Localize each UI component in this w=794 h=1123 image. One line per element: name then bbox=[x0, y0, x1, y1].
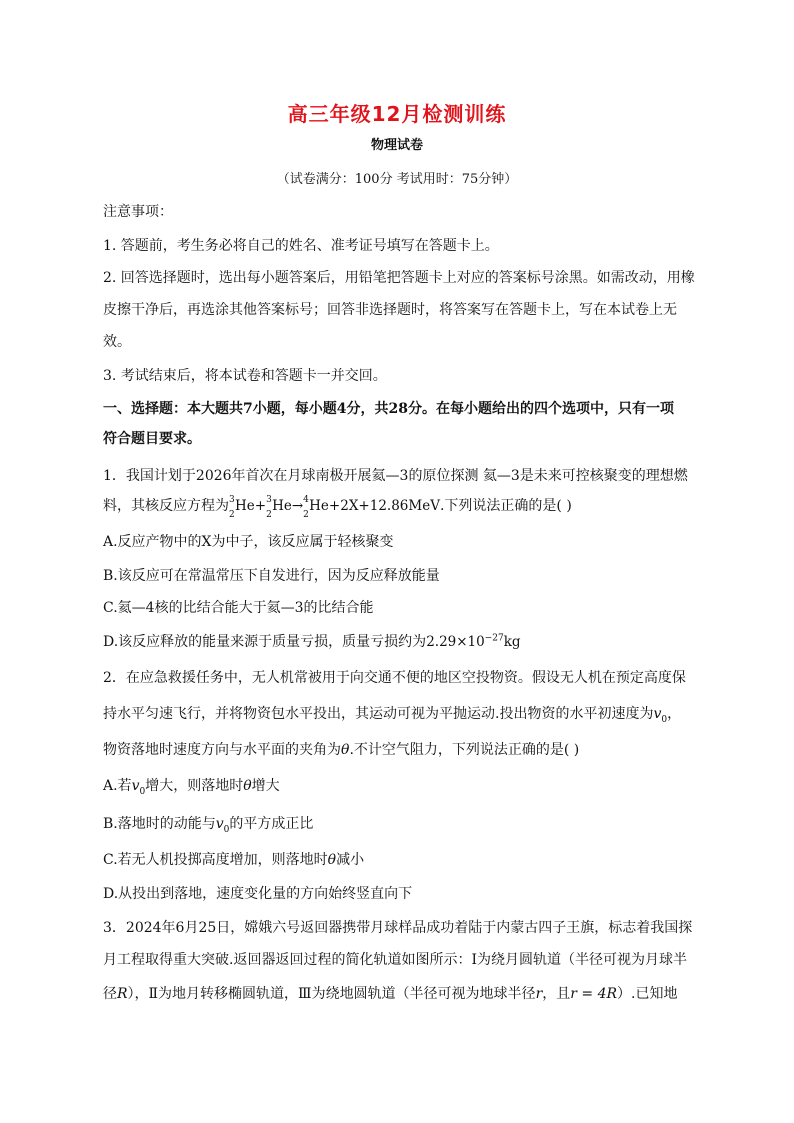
element-symbol: He bbox=[235, 498, 255, 514]
subscript: 0 bbox=[661, 714, 668, 725]
question-2-option-a bbox=[103, 776, 693, 796]
question-1-stem: 1．我国计划于2026年首次在月球南极开展氦—3的原位探测 氦—3是未来可控核聚变的理想燃 bbox=[103, 468, 688, 484]
question-1-option-b: B.该反应可在常温常压下自发进行，因为反应释放能量 bbox=[103, 568, 440, 584]
notes-heading: 注意事项： bbox=[103, 204, 173, 220]
question-1-equation-line bbox=[103, 495, 693, 520]
moon-radius-symbol: R bbox=[117, 986, 128, 1002]
option-text: C.若无人机投掷高度增加，则落地时 bbox=[103, 852, 328, 868]
option-text: 增大 bbox=[251, 778, 280, 794]
note-item: 效。 bbox=[103, 334, 131, 350]
stem-text: 物资落地时速度方向与水平面的夹角为 bbox=[103, 742, 341, 758]
question-2-stem-cont bbox=[103, 704, 693, 724]
question-1-stem-cont: 料，其核反应方程为 bbox=[103, 498, 229, 514]
unit: kg bbox=[503, 634, 521, 650]
question-2-option-d: D.从投出到落地，速度变化量的方向始终竖直向下 bbox=[103, 886, 413, 902]
nuclear-equation bbox=[229, 495, 440, 520]
angle-symbol: θ bbox=[341, 742, 350, 758]
question-2-stem-cont2 bbox=[103, 740, 693, 760]
atomic-number: 2 bbox=[229, 510, 235, 520]
angle-symbol: θ bbox=[243, 778, 252, 794]
atomic-number: 2 bbox=[303, 510, 309, 520]
question-1-option-d bbox=[103, 632, 693, 652]
note-item: 皮擦干净后，再选涂其他答案标号；回答非选择题时，将答案写在答题卡上，写在本试卷上无 bbox=[103, 302, 677, 318]
question-2-prompt: .不计空气阻力，下列说法正确的是( ) bbox=[349, 742, 580, 758]
stem-text: ，且 bbox=[542, 986, 571, 1002]
equation-tail: +2X+12.86MeV bbox=[328, 498, 440, 514]
nuclide-he4 bbox=[303, 495, 329, 520]
velocity-symbol: v bbox=[131, 778, 140, 794]
nuclide-he3 bbox=[266, 495, 292, 520]
element-symbol: He bbox=[272, 498, 292, 514]
punctuation: ， bbox=[667, 706, 682, 722]
earth-radius-symbol: r bbox=[535, 986, 543, 1002]
mass-number: 4 bbox=[303, 495, 309, 505]
stem-text: ），Ⅱ为地月转移椭圆轨道，Ⅲ为绕地圆轨道（半径可视为地球半径 bbox=[127, 986, 536, 1002]
option-text: A.若 bbox=[103, 778, 132, 794]
option-text: 的平方成正比 bbox=[229, 816, 314, 832]
stem-text: 持水平匀速飞行，并将物资包水平投出，其运动可视为平抛运动.投出物资的水平初速度为 bbox=[103, 706, 654, 722]
question-2-stem: 2．在应急救援任务中，无人机常被用于向交通不便的地区空投物资。假设无人机在预定高度保 bbox=[103, 670, 686, 686]
option-text: D.该反应释放的能量来源于质量亏损，质量亏损约为 bbox=[103, 634, 427, 650]
exponent: −27 bbox=[484, 633, 504, 644]
note-item: 3. 考试结束后，将本试卷和答题卡一并交回。 bbox=[103, 368, 387, 384]
nuclide-he3 bbox=[229, 495, 255, 520]
mass-defect-value: 2.29×10 bbox=[426, 634, 485, 650]
mass-number: 3 bbox=[266, 495, 272, 505]
section-heading-cont: 符合题目要求。 bbox=[103, 431, 201, 447]
exam-title: 高三年级12月检测训练 bbox=[287, 102, 507, 126]
angle-symbol: θ bbox=[327, 852, 337, 868]
stem-text: 径 bbox=[103, 986, 117, 1002]
velocity-symbol: v bbox=[653, 706, 662, 722]
atomic-number: 2 bbox=[266, 510, 272, 520]
question-1-option-a: A.反应产物中的X为中子，该反应属于轻核聚变 bbox=[103, 534, 394, 550]
question-1-prompt: .下列说法正确的是( ) bbox=[439, 498, 572, 514]
question-3-stem: 3．2024年6月25日，嫦娥六号返回器携带月球样品成功着陆于内蒙古四子王旗，标志着我国探 bbox=[103, 920, 693, 936]
option-text: 增大，则落地时 bbox=[145, 778, 244, 794]
subscript: 0 bbox=[223, 824, 230, 835]
section-heading: 一、选择题：本大题共7小题，每小题4分，共28分。在每小题给出的四个选项中，只有一项 bbox=[103, 401, 674, 417]
note-item: 2. 回答选择题时，选出每小题答案后，用铅笔把答题卡上对应的答案标号涂黑。如需改动，用橡 bbox=[103, 270, 695, 286]
subscript: 0 bbox=[139, 786, 146, 797]
reaction-arrow: → bbox=[291, 498, 304, 514]
plus-sign: + bbox=[254, 498, 267, 514]
option-text: B.落地时的动能与 bbox=[103, 816, 216, 832]
exam-subject: 物理试卷 bbox=[370, 138, 423, 153]
question-2-option-b bbox=[103, 814, 693, 834]
question-1-option-c: C.氦—4核的比结合能大于氦—3的比结合能 bbox=[103, 600, 374, 616]
mass-number: 3 bbox=[229, 495, 235, 505]
exam-info: （试卷满分：100分 考试用时：75分钟） bbox=[276, 172, 518, 187]
option-text: 减小 bbox=[336, 852, 365, 868]
note-item: 1. 答题前，考生务必将自己的姓名、准考证号填写在答题卡上。 bbox=[103, 238, 499, 254]
velocity-symbol: v bbox=[215, 816, 224, 832]
stem-text: ）.已知地 bbox=[617, 986, 678, 1002]
question-3-stem-cont2 bbox=[103, 984, 693, 1004]
radius-relation: r = 4R bbox=[570, 986, 618, 1002]
question-3-stem-cont: 月工程取得重大突破.返回器返回过程的简化轨道如图所示：Ⅰ为绕月圆轨道（半径可视为月球半 bbox=[103, 952, 687, 968]
question-2-option-c bbox=[103, 850, 693, 870]
element-symbol: He bbox=[309, 498, 329, 514]
